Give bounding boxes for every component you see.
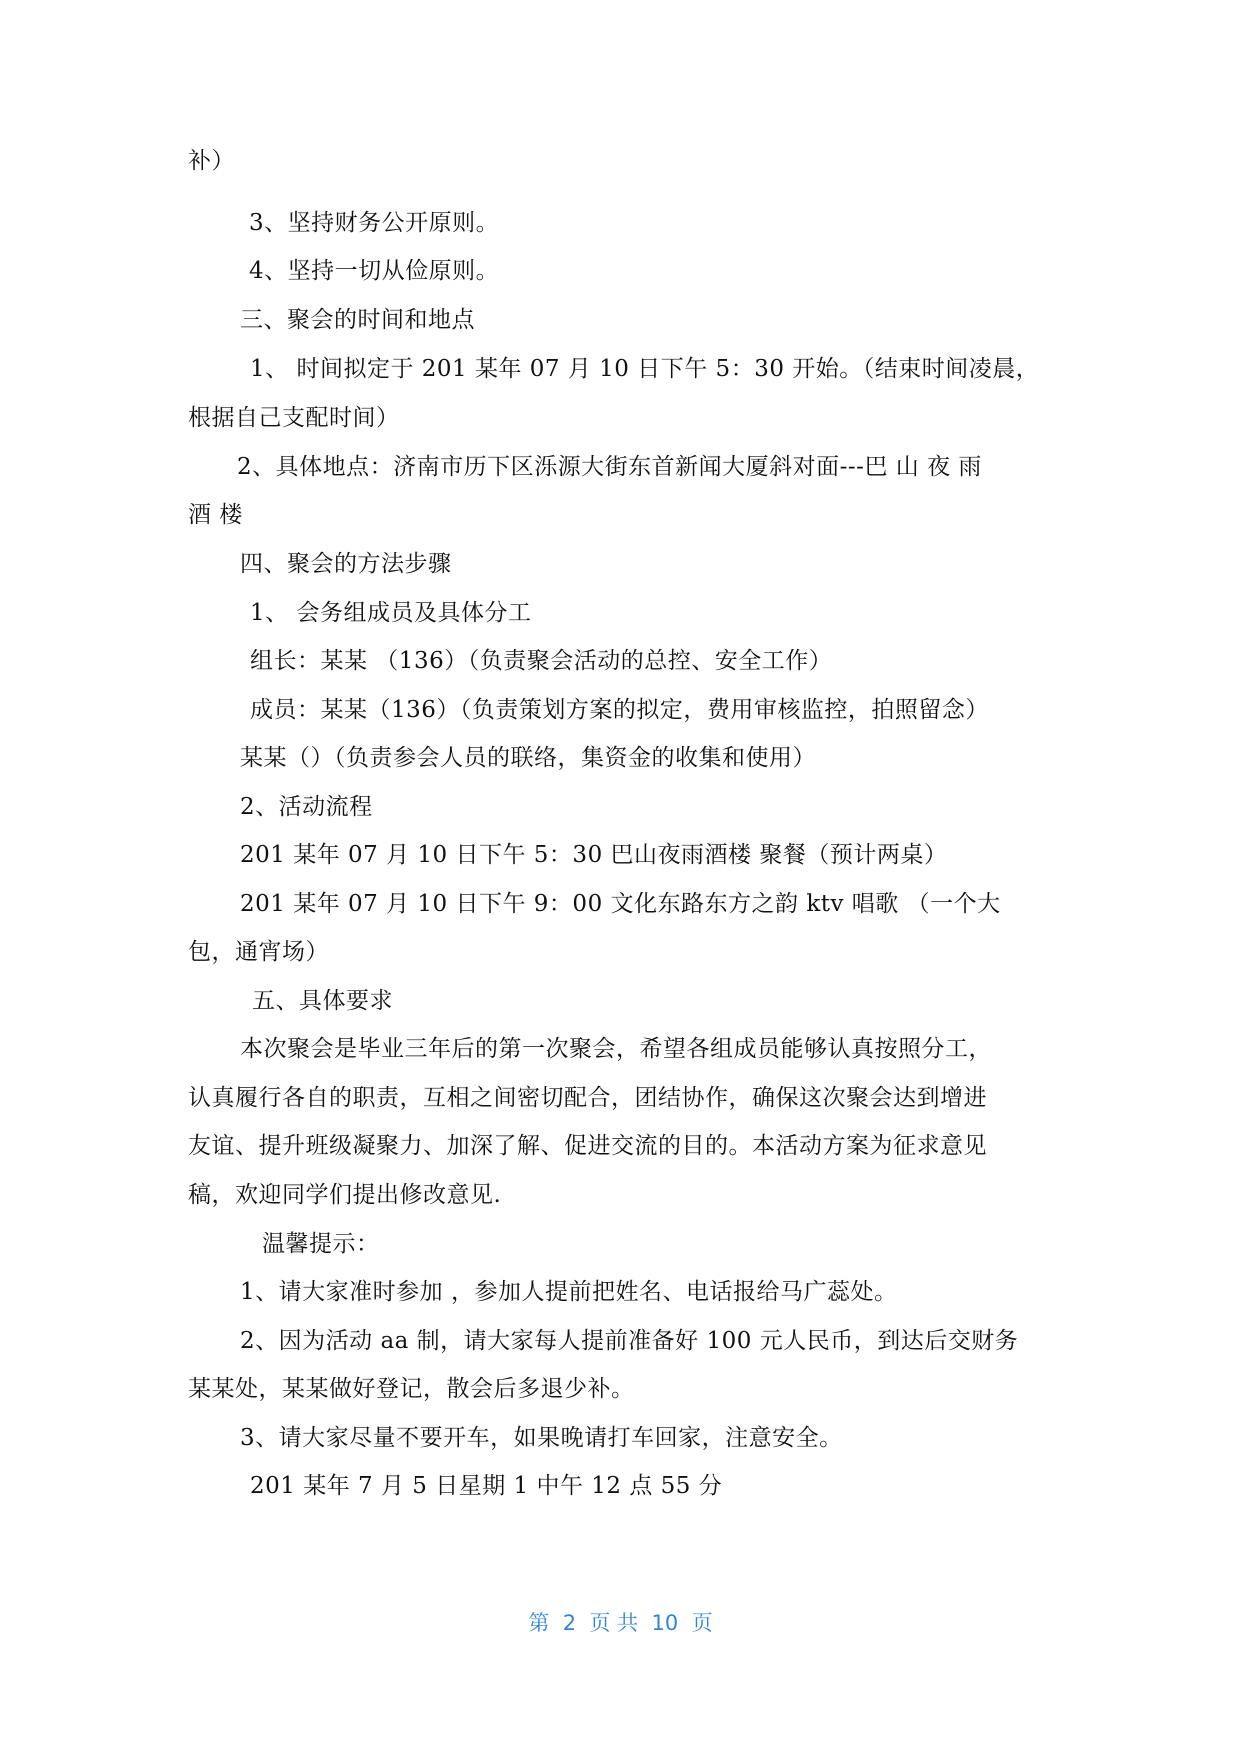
section-heading: 五、具体要求 [252,988,393,1014]
section-heading: 三、聚会的时间和地点 [240,307,475,333]
text-line: 酒 楼 [188,502,243,528]
text-line: 温馨提示： [262,1231,380,1257]
text-line: 1、请大家准时参加 ，参加人提前把姓名、电话报给马广蕊处。 [240,1279,898,1305]
text-line: 2、具体地点：济南市历下区泺源大街东首新闻大厦斜对面---巴 山 夜 雨 [237,454,982,480]
text-line: 稿，欢迎同学们提出修改意见. [188,1182,502,1208]
text-line: 某某处，某某做好登记，散会后多退少补。 [188,1376,635,1402]
section-heading: 四、聚会的方法步骤 [240,551,452,577]
text-line: 1、 时间拟定于 201 某年 07 月 10 日下午 5：30 开始。（结束时间凌晨， [250,356,1040,382]
text-line: 3、坚持财务公开原则。 [249,210,500,236]
text-line: 201 某年 7 月 5 日星期 1 中午 12 点 55 分 [250,1473,723,1499]
text-line: 2、活动流程 [240,794,373,820]
text-line: 1、 会务组成员及具体分工 [250,600,532,626]
text-line: 组长：某某 （136）（负责聚会活动的总控、安全工作） [250,648,833,674]
text-line: 根据自己支配时间） [188,405,400,431]
text-line: 201 某年 07 月 10 日下午 9：00 文化东路东方之韵 ktv 唱歌 （一个大 [240,891,1001,917]
text-line: 2、因为活动 aa 制，请大家每人提前准备好 100 元人民币，到达后交财务 [240,1328,1019,1354]
text-line: 4、坚持一切从俭原则。 [249,258,500,284]
text-line: 某某（）（负责参会人员的联络，集资金的收集和使用） [240,745,816,771]
page-number-footer: 第 2 页 共 10 页 [528,1611,713,1635]
text-line: 成员：某某（136）（负责策划方案的拟定，费用审核监控，拍照留念） [250,697,989,723]
text-line: 友谊、提升班级凝聚力、加深了解、促进交流的目的。本活动方案为征求意见 [188,1133,987,1159]
text-line: 本次聚会是毕业三年后的第一次聚会，希望各组成员能够认真按照分工， [240,1036,992,1062]
text-line: 补） [188,148,235,174]
text-line: 201 某年 07 月 10 日下午 5：30 巴山夜雨酒楼 聚餐（预计两桌） [240,842,948,868]
text-line: 包，通宵场） [188,939,329,965]
text-line: 3、请大家尽量不要开车，如果晚请打车回家，注意安全。 [240,1425,843,1451]
text-line: 认真履行各自的职责，互相之间密切配合，团结协作，确保这次聚会达到增进 [188,1085,987,1111]
